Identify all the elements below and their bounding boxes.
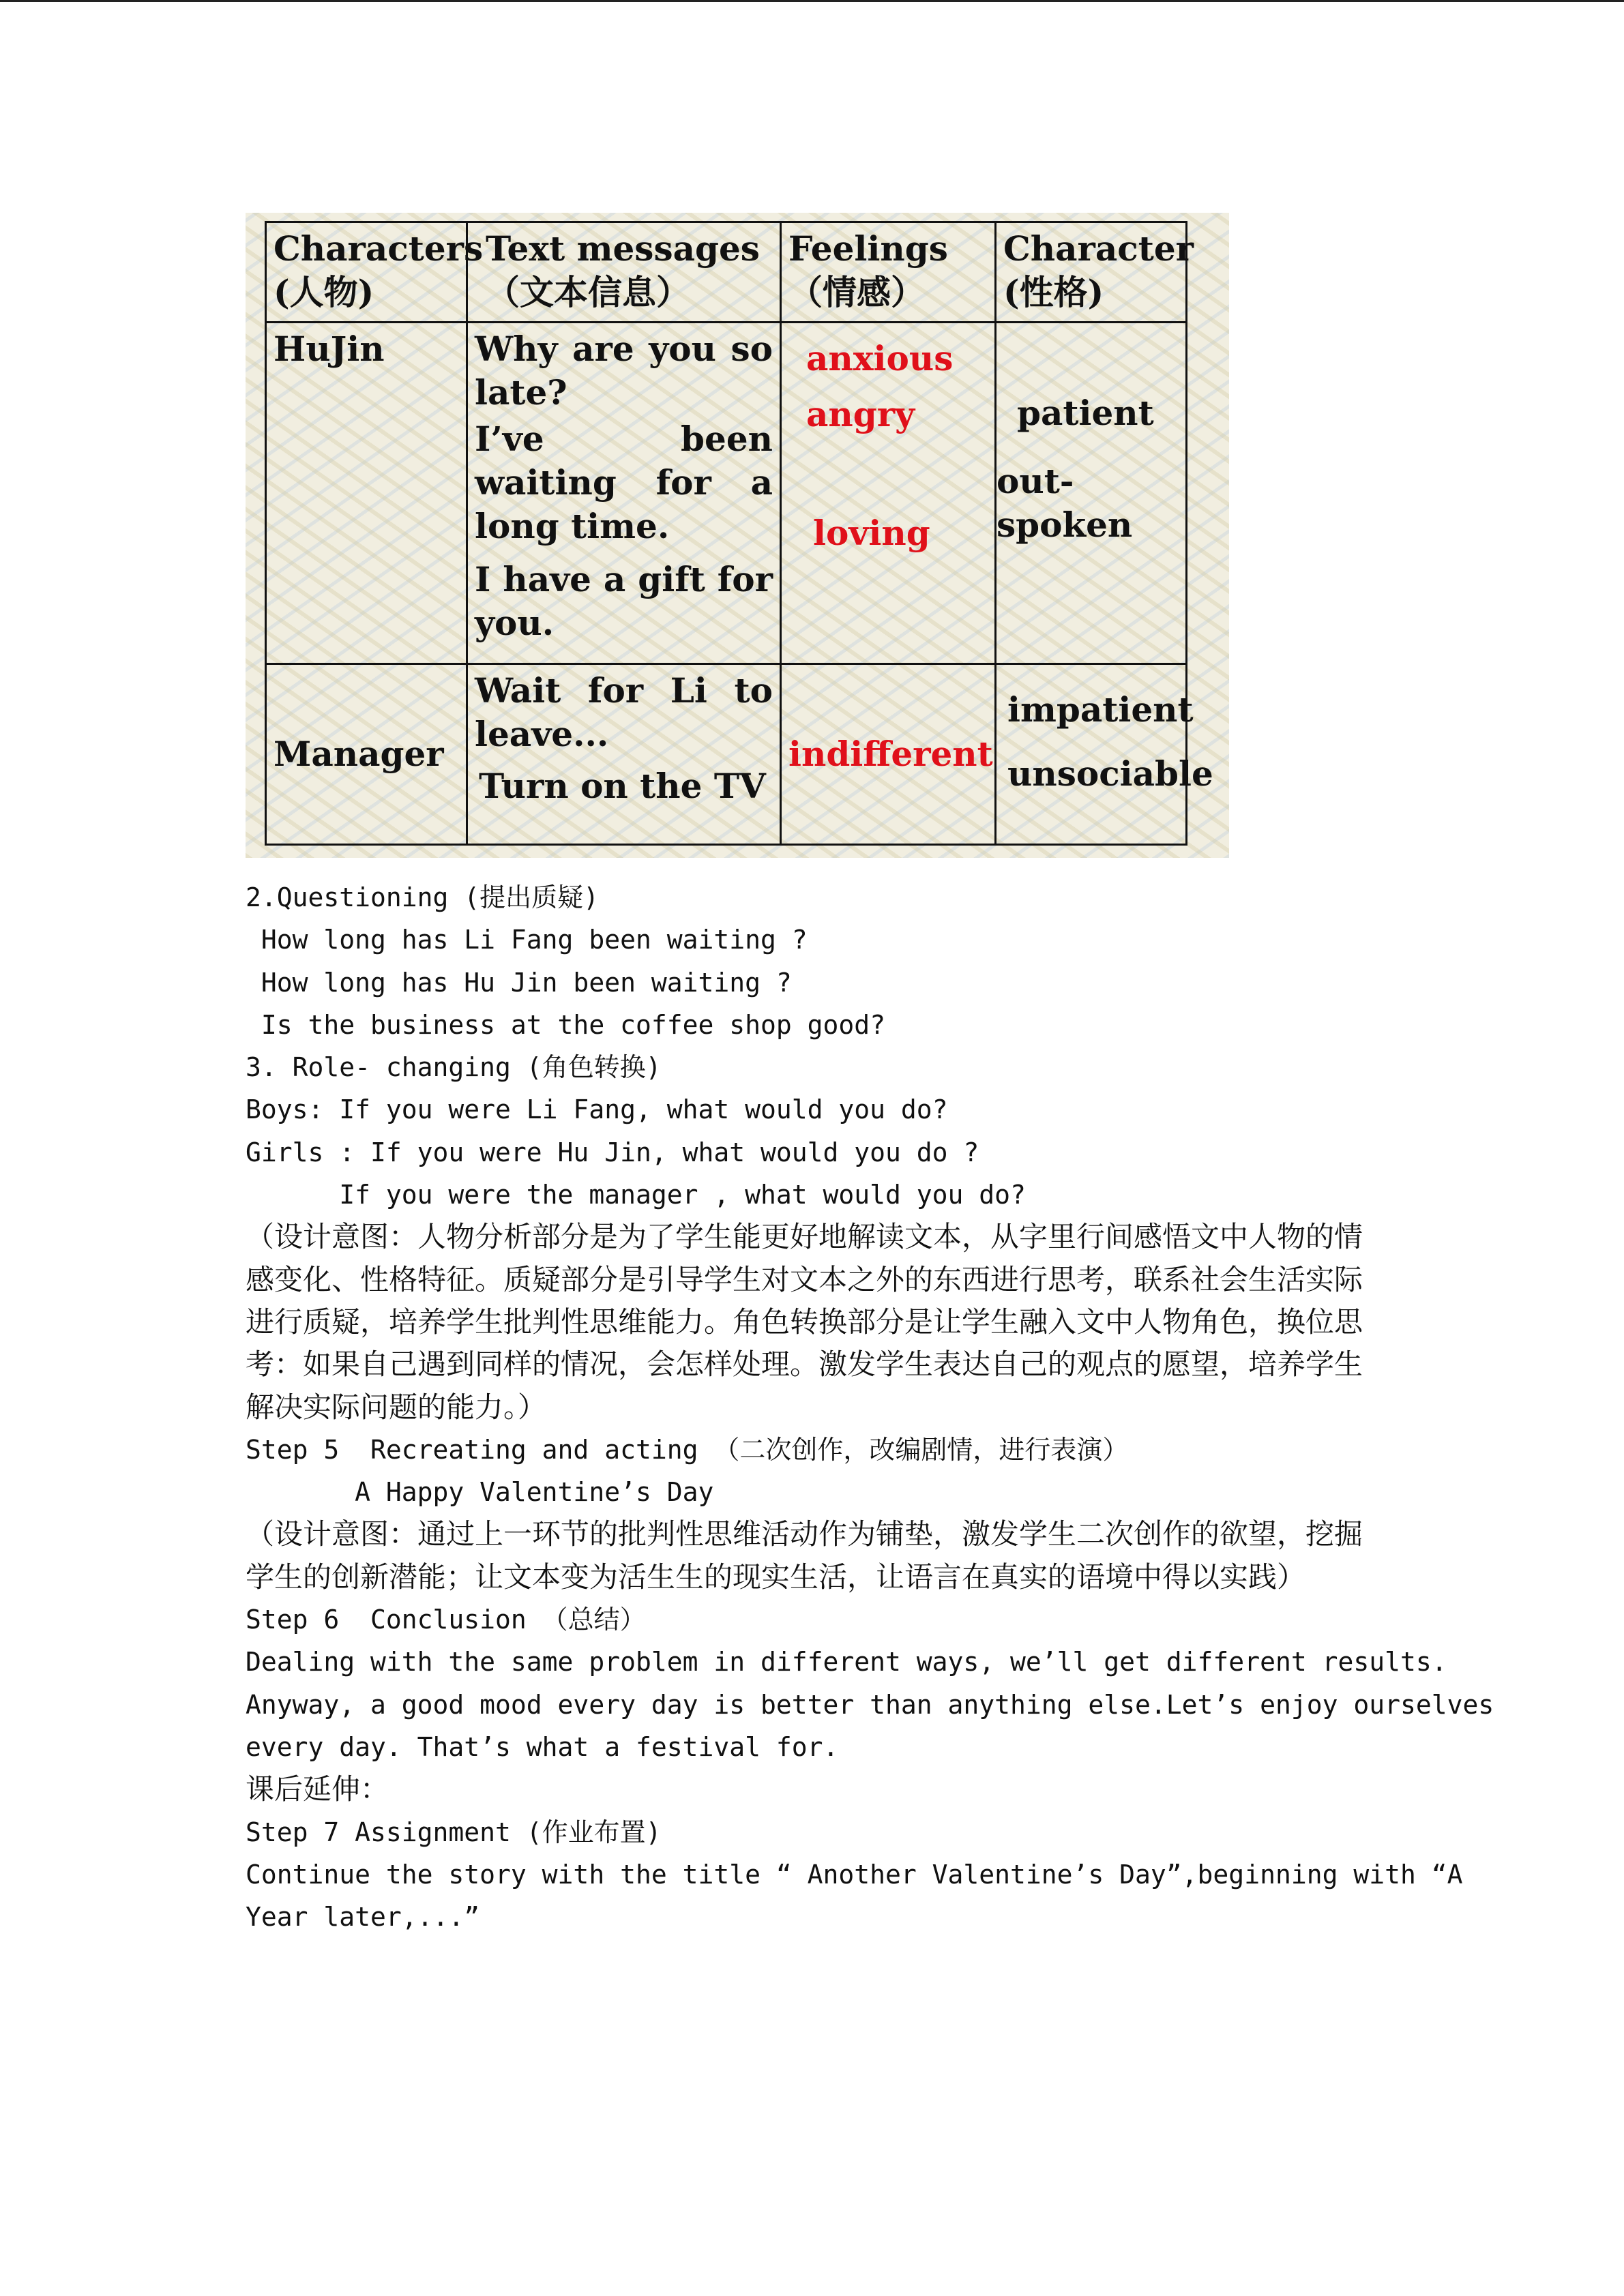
- assignment-line: Continue the story with the title “ Another Valentine’s Day”,beginning with “A: [246, 1859, 1463, 1890]
- design-intent-line: 解决实际问题的能力。）: [246, 1390, 547, 1424]
- role-line: Girls : If you were Hu Jin, what would you do ?: [246, 1137, 979, 1167]
- design-intent-line: （设计意图：通过上一环节的批判性思维活动作为铺垫，激发学生二次创作的欲望，挖掘: [246, 1517, 1363, 1551]
- step-5-heading: Step 5 Recreating and acting （二次创作，改编剧情，进行表演）: [246, 1434, 1129, 1465]
- design-intent-line: 进行质疑，培养学生批判性思维能力。角色转换部分是让学生融入文中人物角色，换位思: [246, 1304, 1363, 1339]
- feelings-cell: anxious angry loving: [781, 323, 996, 664]
- feelings-cell: indifferent: [781, 664, 996, 845]
- header-character: Character (性格): [996, 222, 1187, 323]
- design-intent-line: 感变化、性格特征。质疑部分是引导学生对文本之外的东西进行思考，联系社会生活实际: [246, 1262, 1363, 1296]
- traits-cell: impatient unsociable: [996, 664, 1187, 845]
- character-name: Manager: [266, 664, 467, 845]
- conclusion-line: Anyway, a good mood every day is better than anything else.Let’s enjoy ourselves: [246, 1689, 1494, 1720]
- text-messages-cell: Why are you so late? I’ve been waiting for a long time. I have a gift for you.: [467, 323, 781, 664]
- design-intent-line: 学生的创新潜能；让文本变为活生生的现实生活，让语言在真实的语境中得以实践）: [246, 1560, 1306, 1594]
- text-messages-cell: Wait for Li to leave... Turn on the TV: [467, 664, 781, 845]
- step-5-title: A Happy Valentine’s Day: [246, 1477, 714, 1508]
- step-6-heading: Step 6 Conclusion （总结）: [246, 1605, 646, 1635]
- table-header-row: [266, 222, 1187, 323]
- assignment-line: Year later,...”: [246, 1902, 480, 1933]
- character-analysis-table: [265, 221, 1213, 846]
- header-text-messages: Text messages （文本信息）: [467, 222, 781, 323]
- step-7-heading: Step 7 Assignment (作业布置): [246, 1817, 662, 1847]
- extension-heading: 课后延伸：: [246, 1772, 389, 1806]
- lesson-body-text: [246, 876, 1494, 1938]
- design-intent-line: （设计意图：人物分析部分是为了学生能更好地解读文本，从字里行间感悟文中人物的情: [246, 1220, 1363, 1254]
- character-name: HuJin: [266, 323, 467, 664]
- role-line: Boys: If you were Li Fang, what would you do?: [246, 1094, 948, 1125]
- section-heading-questioning: 2.Questioning (提出质疑): [246, 882, 600, 912]
- header-characters: Characters (人物): [266, 222, 467, 323]
- character-analysis-image: [246, 213, 1229, 858]
- question-line: How long has Hu Jin been waiting ?: [246, 967, 792, 998]
- header-feelings: Feelings （情感）: [781, 222, 996, 323]
- question-line: Is the business at the coffee shop good?: [246, 1009, 885, 1040]
- table-row: [266, 323, 1187, 664]
- page-top-border: [0, 0, 1624, 2]
- section-heading-role-changing: 3. Role- changing (角色转换): [246, 1052, 662, 1083]
- conclusion-line: Dealing with the same problem in different ways, we’ll get different results.: [246, 1647, 1447, 1678]
- question-line: How long has Li Fang been waiting ?: [246, 925, 808, 955]
- role-line: If you were the manager , what would you do?: [246, 1180, 1026, 1210]
- conclusion-line: every day. That’s what a festival for.: [246, 1731, 839, 1762]
- traits-cell: patient out-spoken: [996, 323, 1187, 664]
- design-intent-line: 考：如果自己遇到同样的情况，会怎样处理。激发学生表达自己的观点的愿望，培养学生: [246, 1347, 1363, 1382]
- table-row: [266, 664, 1187, 845]
